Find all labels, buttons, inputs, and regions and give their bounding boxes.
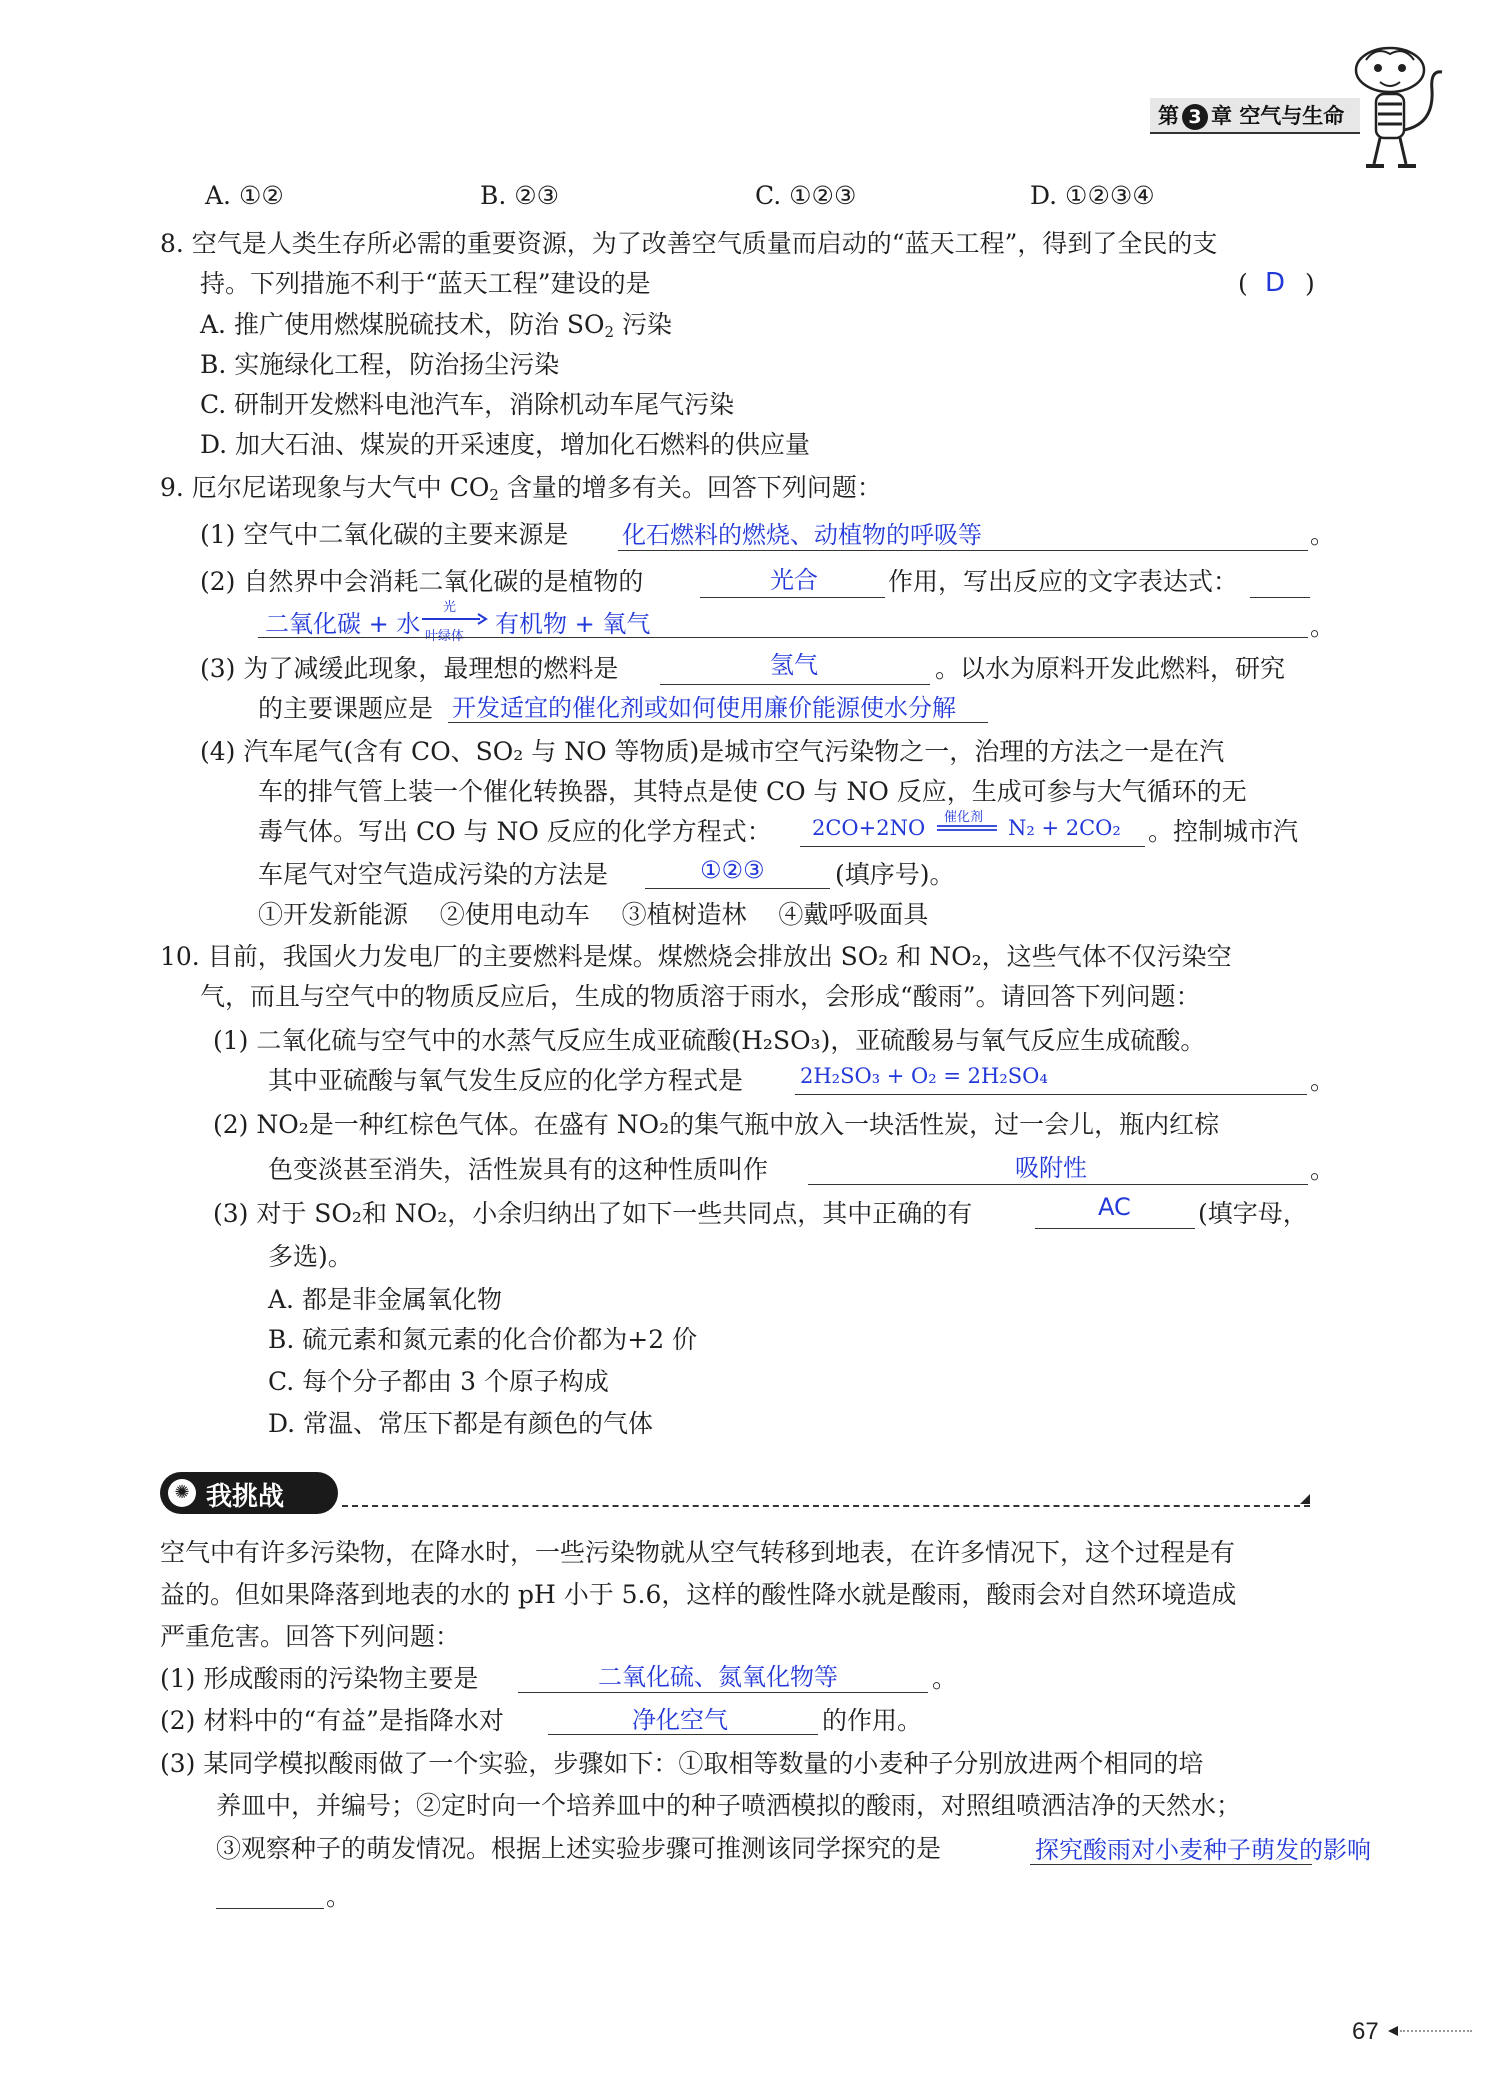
chapter-badge: [1150, 98, 1360, 132]
challenge-tag-label: 我挑战: [206, 1482, 285, 1512]
q9-p4-equation-right: N₂ + 2CO₂: [1008, 816, 1121, 840]
q9-p1-blank: [618, 550, 1308, 551]
q8-option-d: D. 加大石油、煤炭的开采速度，增加化石燃料的供应量: [200, 430, 811, 459]
q9-p4-reaction-equals-icon: [935, 824, 999, 832]
chapter-suffix: 章: [1211, 104, 1232, 128]
q9-p4-line1: (4) 汽车尾气(含有 CO、SO₂ 与 NO 等物质)是城市空气污染物之一，治理的方法之一是在汽: [200, 737, 1225, 766]
q9-p3-answer2: 开发适宜的催化剂或如何使用廉价能源使水分解: [452, 694, 956, 722]
q10-p2-line1: (2) NO₂是一种红棕色气体。在盛有 NO₂的集气瓶中放入一块活性炭，过一会儿，瓶内红棕: [213, 1110, 1220, 1139]
challenge-p2-answer: 净化空气: [632, 1706, 728, 1734]
q9-p2-answer: 光合: [770, 566, 818, 594]
q10-p2-blank: [808, 1184, 1308, 1185]
chapter-prefix: 第: [1158, 104, 1179, 128]
q8-paren-open: (: [1238, 269, 1248, 298]
q8-option-a-sub: 2: [604, 323, 615, 341]
q9-p4-equation-blank: [800, 846, 1145, 847]
tiger-mascot-icon: [1330, 30, 1450, 180]
q9-p3-line2: 的主要课题应是: [258, 694, 434, 723]
challenge-p3-blank-cont: [216, 1908, 324, 1909]
challenge-para-line1: 空气中有许多污染物，在降水时，一些污染物就从空气转移到地表，在许多情况下，这个过程是有: [160, 1538, 1236, 1567]
q10-option-a: A. 都是非金属氧化物: [268, 1285, 502, 1314]
q8-option-c: C. 研制开发燃料电池汽车，消除机动车尾气污染: [200, 390, 735, 419]
page-number: 67: [1352, 2018, 1379, 2045]
q9-p3-blank: [660, 684, 930, 685]
challenge-p1-text: (1) 形成酸雨的污染物主要是: [160, 1664, 479, 1693]
q9-p4-equation-condition: 催化剂: [944, 810, 984, 825]
q9-p2-equation-blank: [258, 637, 1308, 638]
q10-option-b: B. 硫元素和氮元素的化合价都为+2 价: [268, 1325, 698, 1354]
q10-stem-line2: 气，而且与空气中的物质反应后，生成的物质溶于雨水，会形成“酸雨”。请回答下列问题：: [200, 982, 1201, 1011]
q7-option-c: C. ①②③: [755, 181, 857, 210]
challenge-p1-blank: [518, 1692, 928, 1693]
q9-p3-answer: 氢气: [770, 651, 818, 679]
challenge-p3-line3: ③观察种子的萌发情况。根据上述实验步骤可推测该同学探究的是: [216, 1834, 942, 1863]
challenge-p1-answer: 二氧化硫、氮氧化物等: [598, 1663, 838, 1691]
q9-stem: [160, 471, 882, 505]
q9-p2-equation-condition-bottom: 叶绿体: [425, 629, 465, 644]
challenge-section-tag: [160, 1472, 338, 1514]
challenge-p3-line1: (3) 某同学模拟酸雨做了一个实验，步骤如下：①取相等数量的小麦种子分别放进两个相同的培: [160, 1749, 1204, 1778]
q10-p1-blank: [795, 1094, 1307, 1095]
q10-p1-line1: (1) 二氧化硫与空气中的水蒸气反应生成亚硫酸(H₂SO₃)，亚硫酸易与氧气反应生成硫酸。: [213, 1026, 1206, 1055]
q10-p2-answer: 吸附性: [1015, 1154, 1087, 1182]
q10-p1-end: 。: [1310, 1066, 1336, 1095]
section-divider: [342, 1505, 1310, 1507]
q8-stem-line2: 持。下列措施不利于“蓝天工程”建设的是: [200, 269, 651, 298]
q10-stem-line1: 10. 目前，我国火力发电厂的主要燃料是煤。煤燃烧会排放出 SO₂ 和 NO₂，这些气体不仅污染空: [160, 942, 1232, 971]
q7-option-b: B. ②③: [480, 181, 560, 210]
q9-p2-equation-right: 有机物 + 氧气: [495, 610, 651, 638]
q9-p4-line3-text: 毒气体。写出 CO 与 NO 反应的化学方程式：: [258, 817, 772, 846]
q9-p2-reaction-arrow-icon: [420, 612, 488, 626]
q10-p3-line2: 多选)。: [268, 1242, 353, 1271]
challenge-p3-blank: [1030, 1864, 1312, 1865]
q9-p2-equation-condition-top: 光: [443, 600, 457, 615]
q9-p1-answer: 化石燃料的燃烧、动植物的呼吸等: [622, 521, 982, 549]
q9-p1-end: 。: [1310, 520, 1336, 549]
q9-p3-text2: 。以水为原料开发此燃料，研究: [935, 654, 1286, 683]
q9-p2-blank: [700, 597, 885, 598]
q10-p2-line2: 色变淡甚至消失，活性炭具有的这种性质叫作: [268, 1155, 769, 1184]
q9-p4-equation-left: 2CO+2NO: [812, 816, 926, 840]
challenge-para-line3: 严重危害。回答下列问题：: [160, 1622, 461, 1651]
q10-p3-line1-tail: (填字母，: [1198, 1199, 1308, 1228]
q9-p4-options: ①开发新能源 ②使用电动车 ③植树造林 ④戴呼吸面具: [258, 900, 929, 929]
page-dots: [1400, 2030, 1472, 2032]
q10-p1-answer: 2H₂SO₃ + O₂ = 2H₂SO₄: [800, 1064, 1048, 1088]
q9-p4-answer: ①②③: [700, 856, 765, 884]
q10-p2-end: 。: [1310, 1155, 1336, 1184]
q9-p2-text: (2) 自然界中会消耗二氧化碳的是植物的: [200, 567, 644, 596]
q10-p3-blank: [1035, 1228, 1195, 1229]
chapter-number: 3: [1182, 104, 1208, 130]
q9-stem-text: 9. 厄尔尼诺现象与大气中 CO: [160, 473, 490, 502]
q10-option-d: D. 常温、常压下都是有颜色的气体: [268, 1409, 654, 1438]
q9-p4-line4-text: 车尾气对空气造成污染的方法是: [258, 860, 609, 889]
q9-p4-line4-tail: (填序号)。: [835, 860, 955, 889]
q8-answer: D: [1265, 268, 1286, 298]
challenge-p3-line2: 养皿中，并编号；②定时向一个培养皿中的种子喷洒模拟的酸雨，对照组喷洒洁净的天然水；: [216, 1791, 1242, 1820]
q9-p2-equation-left: 二氧化碳 + 水: [265, 610, 421, 638]
q9-p1-text: (1) 空气中二氧化碳的主要来源是: [200, 520, 569, 549]
divider-end-icon: [1300, 1494, 1312, 1506]
challenge-p2-blank: [548, 1734, 818, 1735]
q10-option-c: C. 每个分子都由 3 个原子构成: [268, 1367, 609, 1396]
q8-option-a-tail: 污染: [614, 310, 673, 339]
challenge-p3-answer: 探究酸雨对小麦种子萌发的影响: [1035, 1836, 1371, 1864]
q8-paren-close: ): [1305, 269, 1315, 298]
page-arrow-icon: [1386, 2024, 1400, 2038]
challenge-p3-end: 。: [326, 1882, 352, 1911]
q9-stem-sub: 2: [489, 486, 499, 504]
q8-stem-line1: 8. 空气是人类生存所必需的重要资源，为了改善空气质量而启动的“蓝天工程”，得到了全民的支: [160, 229, 1218, 258]
q9-stem-tail: 含量的增多有关。回答下列问题：: [498, 473, 882, 502]
q8-option-a: [200, 308, 672, 342]
chapter-title: 空气与生命: [1239, 104, 1345, 128]
q9-p4-line2: 车的排气管上装一个催化转换器，其特点是使 CO 与 NO 反应，生成可参与大气循环的无: [258, 777, 1247, 806]
bulb-icon: ✺: [168, 1479, 196, 1507]
q9-p2-end: 。: [1310, 612, 1336, 641]
challenge-p2-text: (2) 材料中的“有益”是指降水对: [160, 1706, 504, 1735]
q7-option-a: A. ①②: [205, 181, 284, 210]
q9-p3-text: (3) 为了减缓此现象，最理想的燃料是: [200, 654, 619, 683]
q8-option-a-text: A. 推广使用燃煤脱硫技术，防治 SO: [200, 310, 605, 339]
q10-p3-answer: AC: [1098, 1193, 1131, 1221]
chapter-badge-text: [1158, 100, 1344, 130]
challenge-p1-end: 。: [932, 1664, 958, 1693]
q9-p2-text2: 作用，写出反应的文字表达式：: [888, 567, 1239, 596]
challenge-p2-end: 的作用。: [822, 1706, 923, 1735]
q9-p4-blank: [645, 888, 830, 889]
q8-option-b: B. 实施绿化工程，防治扬尘污染: [200, 350, 560, 379]
q10-p1-line2: 其中亚硫酸与氧气发生反应的化学方程式是: [268, 1066, 744, 1095]
challenge-para-line2: 益的。但如果降落到地表的水的 pH 小于 5.6，这样的酸性降水就是酸雨，酸雨会对自然环境造成: [160, 1580, 1237, 1609]
q9-p2-blank-tail: [1250, 597, 1310, 598]
q10-p3-line1: (3) 对于 SO₂和 NO₂，小余归纳出了如下一些共同点，其中正确的有: [213, 1199, 973, 1228]
q9-p3-blank2: [448, 722, 988, 723]
q9-p4-line3-tail: 。控制城市汽: [1148, 817, 1299, 846]
q7-option-d: D. ①②③④: [1030, 181, 1155, 210]
